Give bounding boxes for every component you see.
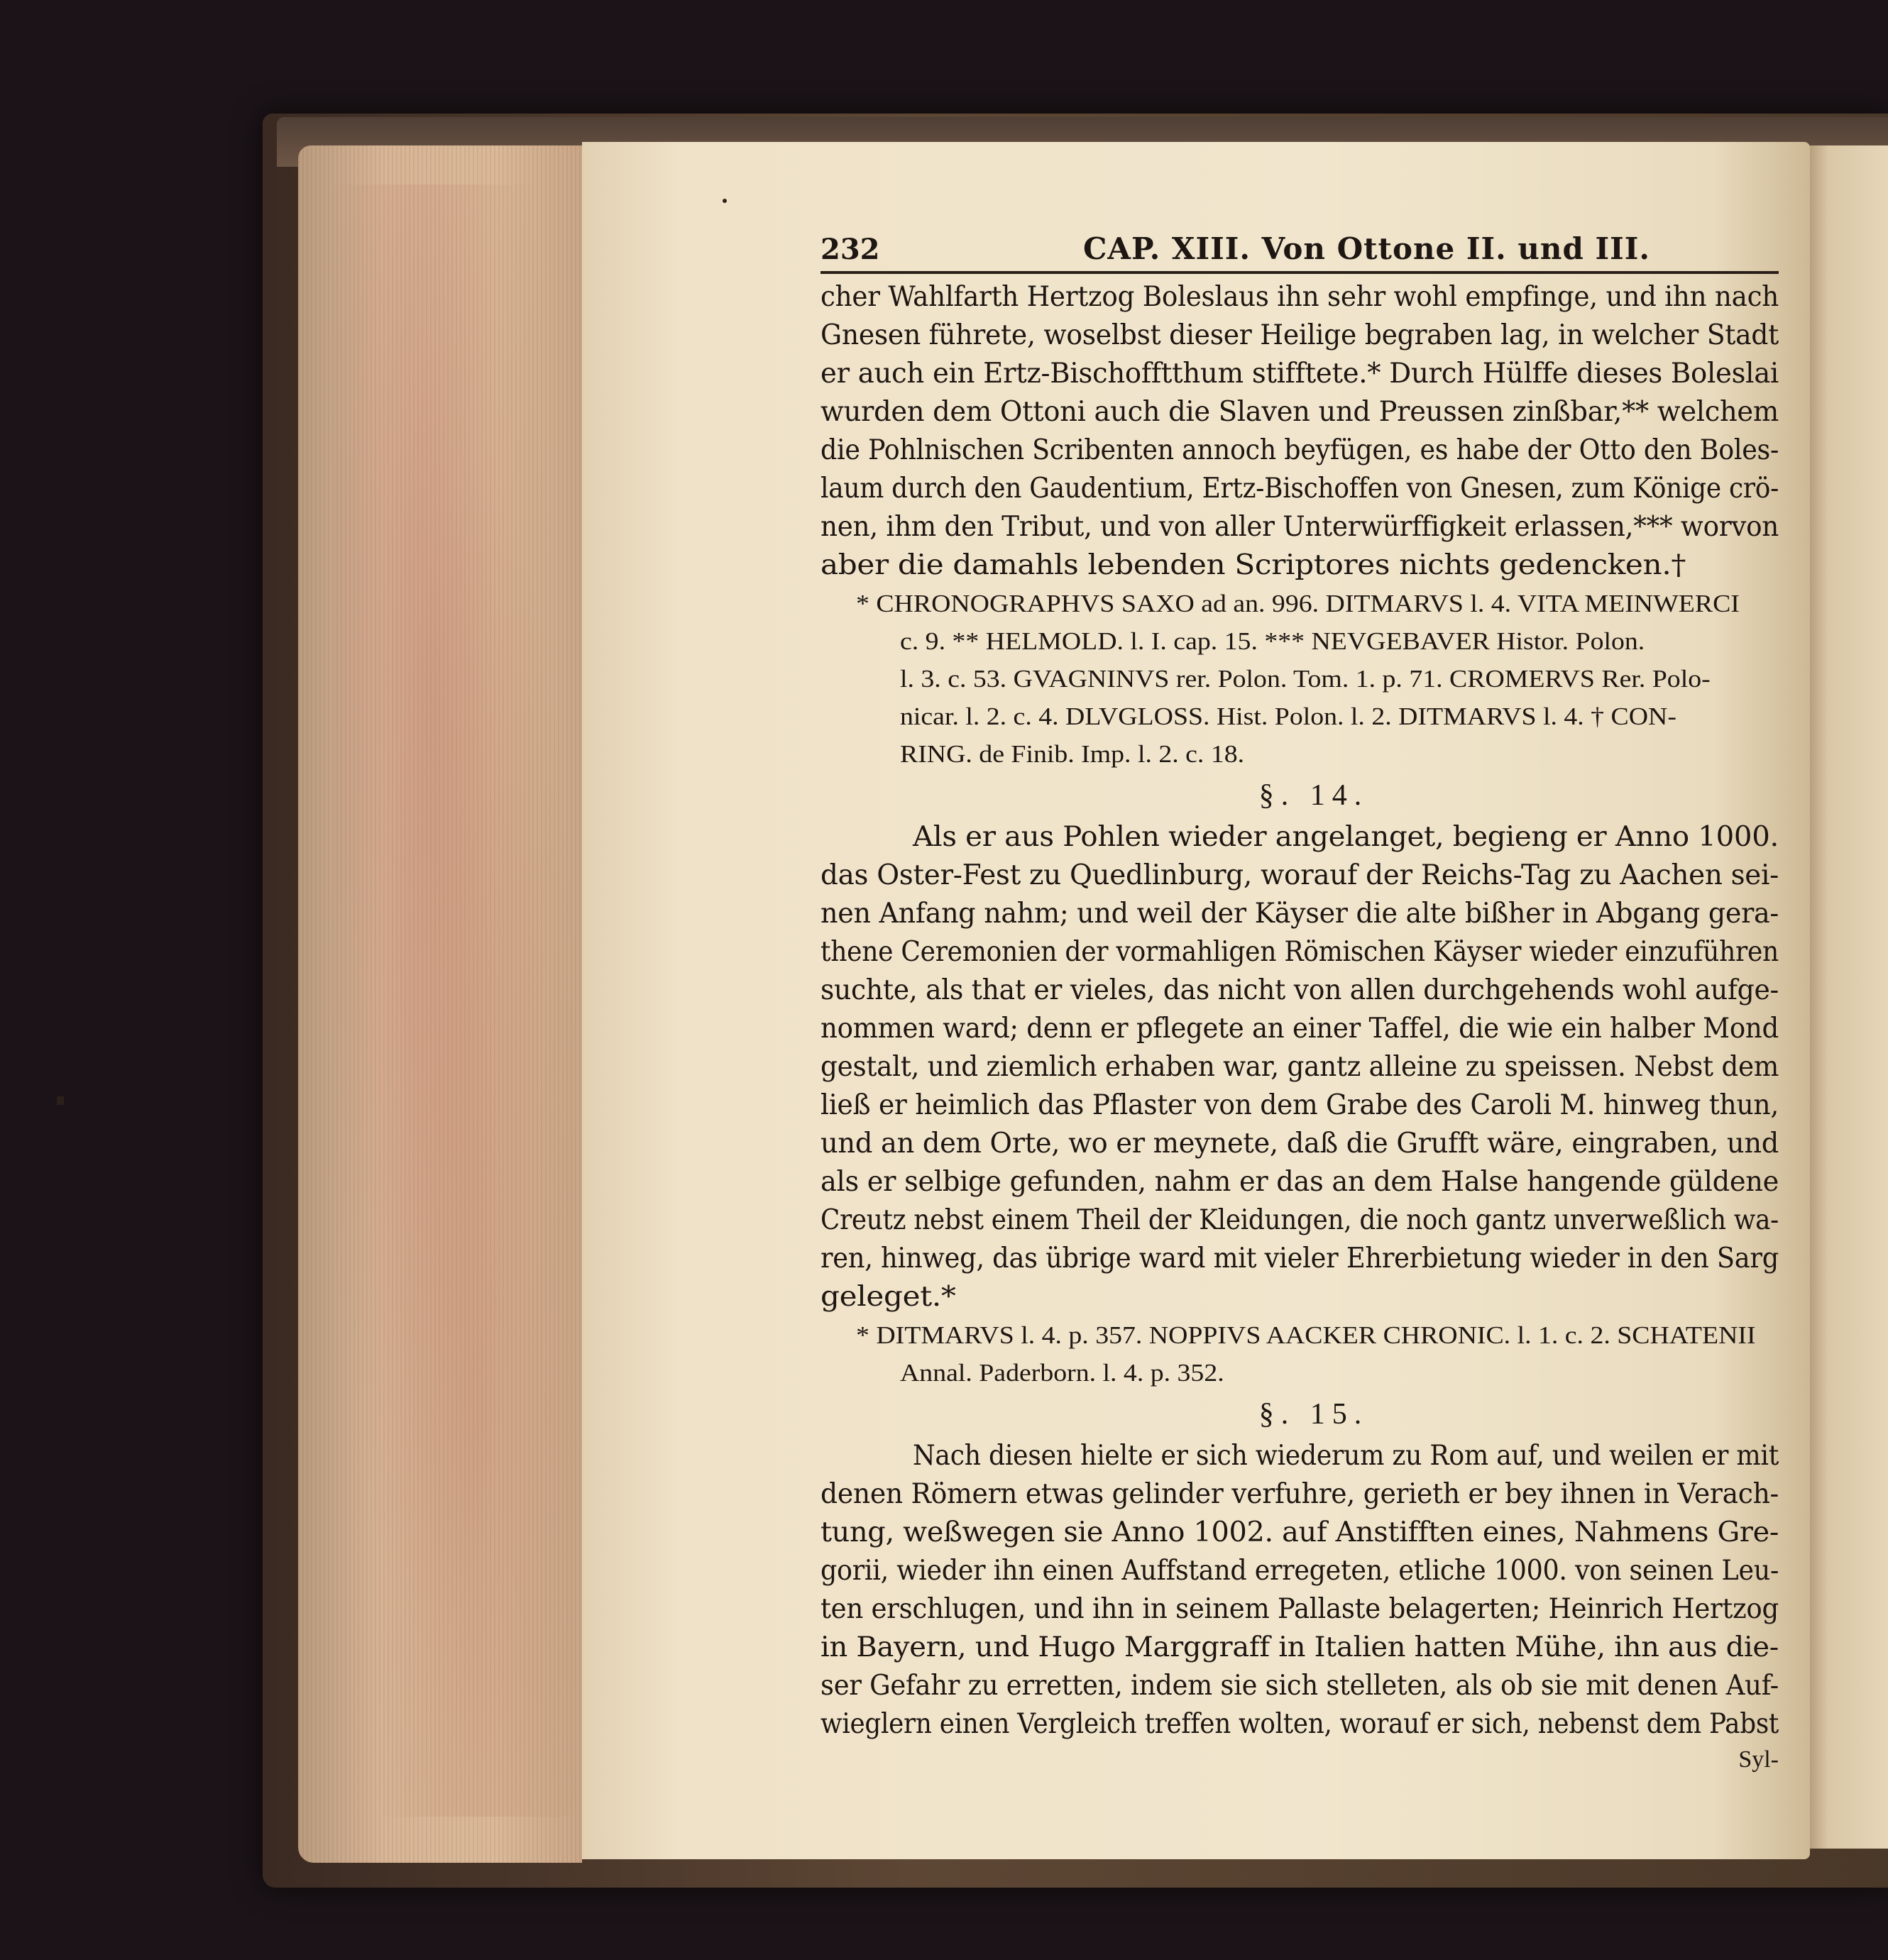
text-line: ser Gefahr zu erretten, indem sie sich stelleten, als ob sie mit denen Auf- (820, 1670, 1779, 1702)
text-line: suchte, als that er vieles, das nicht von allen durchgehends wohl aufge- (820, 974, 1779, 1006)
paragraph-14 (820, 818, 1779, 1316)
page-number: 232 (820, 233, 880, 266)
text-line: Creutz nebst einem Theil der Kleidungen, die noch gantz unverweßlich wa- (820, 1204, 1779, 1236)
text-line: nen, ihm den Tribut, und von aller Unterwürffigkeit erlassen,*** worvon (820, 511, 1779, 543)
footnote-line: nicar. l. 2. c. 4. DLVGLOSS. Hist. Polon. l. 2. DITMARVS l. 4. † CON- (900, 703, 1676, 730)
text-line: geleget.* (820, 1281, 956, 1313)
footnote-line: * CHRONOGRAPHVS SAXO ad an. 996. DITMARVS l. 4. VITA MEINWERCI (856, 590, 1740, 617)
catchword: Syl- (1738, 1746, 1779, 1773)
page-header (820, 226, 1779, 274)
text-line: wieglern einen Vergleich treffen wolten, worauf er sich, nebenst dem Pabst (820, 1708, 1779, 1740)
section-heading-15: §. 15. (1258, 1398, 1369, 1431)
text-line: Gnesen führete, woselbst dieser Heilige begraben lag, in welcher Stadt (820, 319, 1779, 351)
footnotes-block-1 (820, 585, 1779, 773)
text-line: thene Ceremonien der vormahligen Römischen Käyser wieder einzuführen (820, 936, 1779, 968)
text-line: wurden dem Ottoni auch die Slaven und Preussen zinßbar,** welchem (820, 396, 1779, 428)
footnotes-block-2 (820, 1316, 1779, 1392)
page-edge-stains (334, 185, 575, 1817)
text-line: gestalt, und ziemlich erhaben war, gantz alleine zu speissen. Nebst dem (820, 1051, 1779, 1083)
text-line: aber die damahls lebenden Scriptores nichts gedencken.† (820, 549, 1686, 581)
page-text (820, 226, 1779, 1776)
footnote-line: c. 9. ** HELMOLD. l. I. cap. 15. *** NEVGEBAVER Histor. Polon. (900, 627, 1645, 655)
text-line: das Oster-Fest zu Quedlinburg, worauf der Reichs-Tag zu Aachen sei- (820, 859, 1779, 891)
facing-page-edge (1803, 145, 1888, 1849)
footnote-line: Annal. Paderborn. l. 4. p. 352. (900, 1359, 1224, 1387)
text-line: tung, weßwegen sie Anno 1002. auf Anstifften eines, Nahmens Gre- (820, 1516, 1779, 1548)
text-line: laum durch den Gaudentium, Ertz-Bischoffen von Gnesen, zum Könige crö- (820, 473, 1779, 505)
text-line: er auch ein Ertz-Bischofftthum stifftete.* Durch Hülffe dieses Boleslai (820, 358, 1779, 390)
text-line: gorii, wieder ihn einen Auffstand erregeten, etliche 1000. von seinen Leu- (820, 1555, 1779, 1587)
text-line: denen Römern etwas gelinder verfuhre, gerieth er bey ihnen in Verach- (820, 1478, 1779, 1510)
text-line: ten erschlugen, und ihn in seinem Pallaste belagerten; Heinrich Hertzog (820, 1593, 1779, 1625)
footnote-line: RING. de Finib. Imp. l. 2. c. 18. (900, 740, 1245, 768)
footnote-line: l. 3. c. 53. GVAGNINVS rer. Polon. Tom. 1. p. 71. CROMERVS Rer. Polo- (900, 665, 1711, 693)
dust-speck (57, 1096, 64, 1105)
text-line: ließ er heimlich das Pflaster von dem Grabe des Caroli M. hinweg thun, (820, 1089, 1779, 1121)
text-line: ren, hinweg, das übrige ward mit vieler Ehrerbietung wieder in den Sarg (820, 1243, 1779, 1274)
text-line: Nach diesen hielte er sich wiederum zu Rom auf, und weilen er mit (913, 1440, 1779, 1472)
ink-dot (723, 199, 727, 203)
text-line: in Bayern, und Hugo Marggraff in Italien hatten Mühe, ihn aus die- (820, 1631, 1779, 1663)
text-line: als er selbige gefunden, nahm er das an dem Halse hangende güldene (820, 1166, 1779, 1198)
text-line: nommen ward; denn er pflegete an einer Taffel, die wie ein halber Mond (820, 1013, 1779, 1045)
paragraph-13-end (820, 278, 1779, 585)
text-line: cher Wahlfarth Hertzog Boleslaus ihn sehr wohl empfinge, und ihn nach (820, 281, 1779, 313)
paragraph-15 (820, 1437, 1779, 1744)
text-line: die Pohlnischen Scribenten annoch beyfügen, es habe der Otto den Boles- (820, 434, 1779, 466)
running-head: CAP. XIII. Von Ottone II. und III. (1083, 231, 1651, 266)
text-line: nen Anfang nahm; und weil der Käyser die alte bißher in Abgang gera- (820, 898, 1779, 930)
text-line: Als er aus Pohlen wieder angelanget, begieng er Anno 1000. (913, 821, 1779, 853)
text-line: und an dem Orte, wo er meynete, daß die Grufft wäre, eingraben, und (820, 1128, 1779, 1160)
section-heading-14: §. 14. (1258, 779, 1369, 812)
footnote-line: * DITMARVS l. 4. p. 357. NOPPIVS AACKER CHRONIC. l. 1. c. 2. SCHATENII (856, 1321, 1756, 1349)
